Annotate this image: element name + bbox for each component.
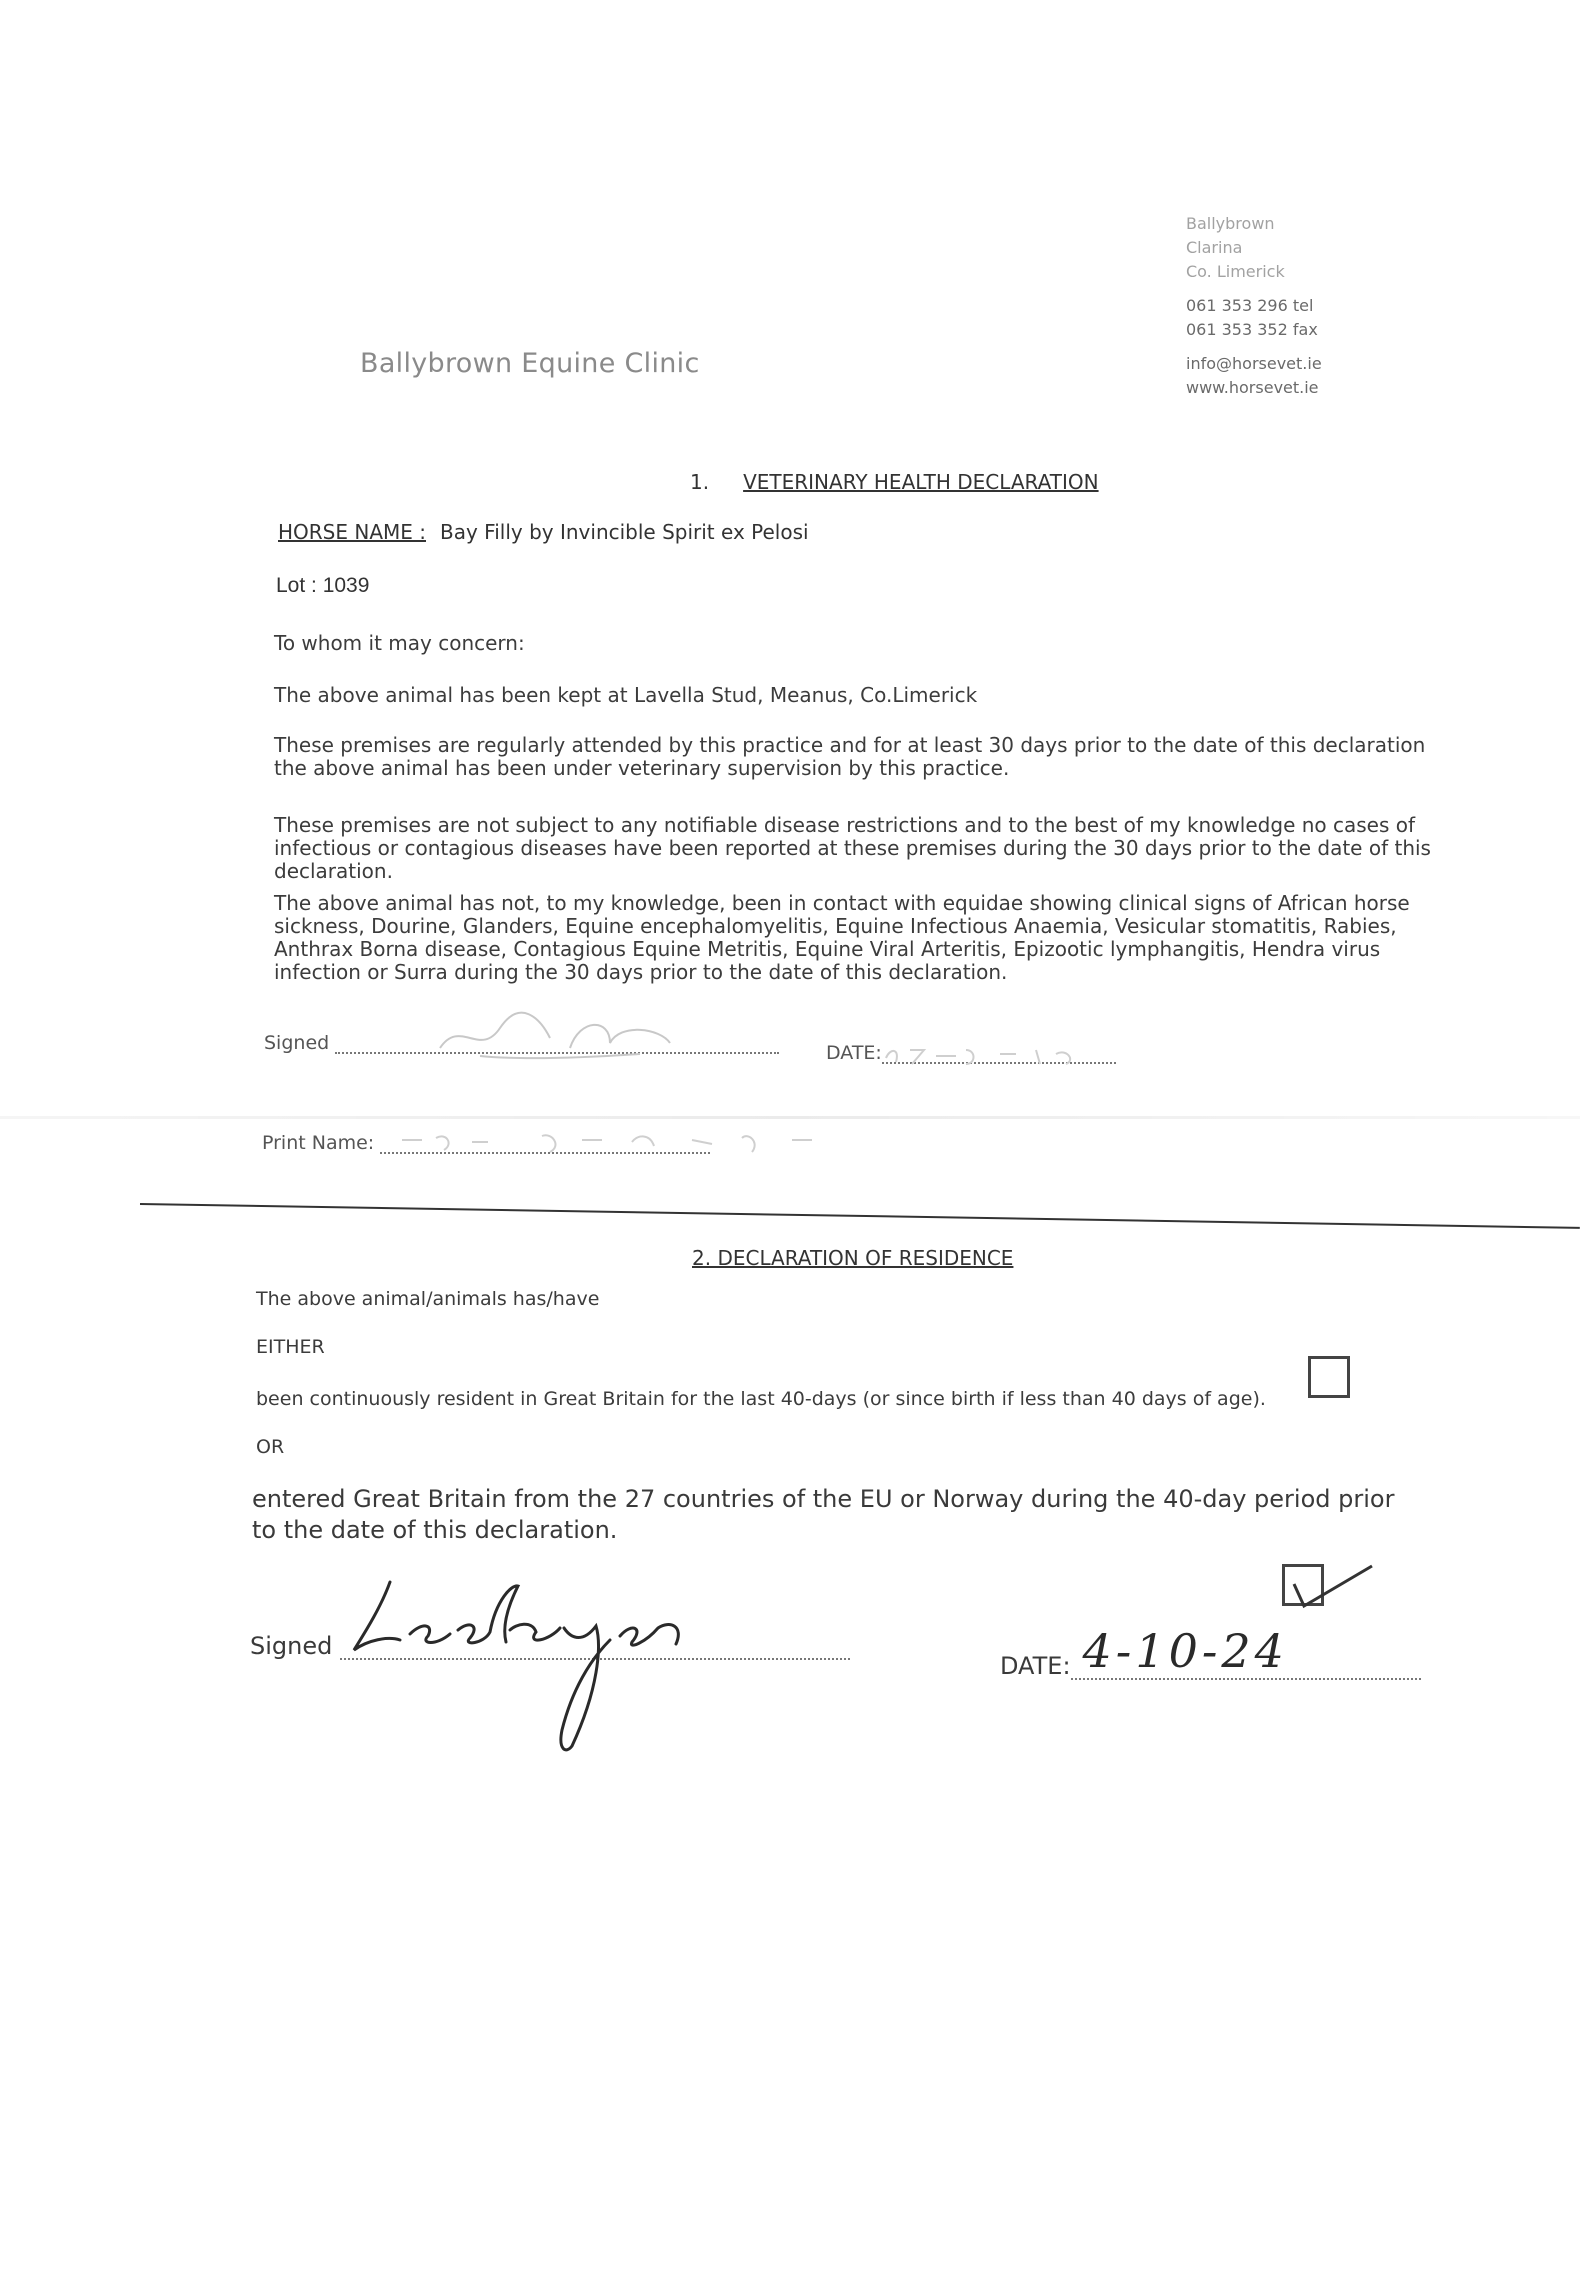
phone-line: 061 353 296 tel xyxy=(1186,296,1314,315)
faint-date-writing xyxy=(880,1044,1120,1070)
date-label: DATE: xyxy=(1000,1652,1071,1680)
kept-at-paragraph: The above animal has been kept at Lavella Stud, Meanus, Co.Limerick xyxy=(274,683,978,707)
date-label: DATE: xyxy=(826,1042,882,1064)
restrictions-paragraph: These premises are not subject to any notifiable disease restrictions and to the best of my knowledge no cases of infectious or contagious diseases have been reported at these premises during the 30 days prior to the date of this declaration. xyxy=(274,813,1431,883)
supervision-paragraph: These premises are regularly attended by this practice and for at least 30 days prior to the date of this declaration the above animal has been under veterinary supervision by this practice. xyxy=(274,733,1426,780)
horse-name-row xyxy=(278,520,809,544)
date-field xyxy=(1071,1624,1421,1680)
section2-date-row xyxy=(1000,1624,1421,1680)
email-text: info@horsevet.ie xyxy=(1186,354,1322,373)
either-label: EITHER xyxy=(256,1336,325,1358)
signed-label: Signed xyxy=(264,1032,330,1054)
lot-number: Lot : 1039 xyxy=(276,574,370,597)
fold-line xyxy=(0,1116,1580,1119)
horse-name-label: HORSE NAME : xyxy=(278,520,426,544)
faint-signature xyxy=(420,1008,710,1068)
signed-label: Signed xyxy=(250,1632,333,1660)
clinic-address-block xyxy=(1186,212,1322,400)
section1-heading xyxy=(690,470,1099,494)
clinic-name: Ballybrown Equine Clinic xyxy=(360,348,700,379)
option1-text: been continuously resident in Great Britain for the last 40-days (or since birth if less than 40 days of age). xyxy=(256,1388,1266,1410)
horse-name-value: Bay Filly by Invincible Spirit ex Pelosi xyxy=(440,520,809,544)
section2-title: 2. DECLARATION OF RESIDENCE xyxy=(692,1246,1014,1270)
section1-number: 1. xyxy=(690,470,710,494)
option1-checkbox[interactable] xyxy=(1308,1356,1350,1398)
handwritten-signature xyxy=(340,1570,720,1760)
residence-intro: The above animal/animals has/have xyxy=(256,1288,600,1310)
section-divider xyxy=(140,1203,1580,1229)
address-line: Co. Limerick xyxy=(1186,262,1285,281)
section1-title: VETERINARY HEALTH DECLARATION xyxy=(743,470,1099,494)
handwritten-date: 4-10-24 xyxy=(1082,1624,1288,1678)
print-name-label: Print Name: xyxy=(262,1132,375,1154)
faint-printed-name xyxy=(392,1128,852,1162)
or-label: OR xyxy=(256,1436,285,1458)
fax-line: 061 353 352 fax xyxy=(1186,320,1318,339)
address-line: Ballybrown xyxy=(1186,214,1275,233)
salutation: To whom it may concern: xyxy=(274,631,525,655)
option2-text: entered Great Britain from the 27 countries of the EU or Norway during the 40-day period prior to the date of this declaration. xyxy=(252,1485,1395,1544)
website-text: www.horsevet.ie xyxy=(1186,378,1319,397)
disease-contact-paragraph: The above animal has not, to my knowledge, been in contact with equidae showing clinical signs of African horse sickness, Dourine, Glanders, Equine encephalomyelitis, Equine Infectious Anaemia, Vesicular stomatitis, Rabies, Anthrax Borna disease, Contagious Equine Metritis, Equine Viral Arteritis, Epizootic lymphangitis, Hendra virus infection or Surra during the 30 days prior to the date of this declaration. xyxy=(274,891,1410,984)
address-line: Clarina xyxy=(1186,238,1243,257)
checkmark-icon xyxy=(1282,1560,1378,1616)
